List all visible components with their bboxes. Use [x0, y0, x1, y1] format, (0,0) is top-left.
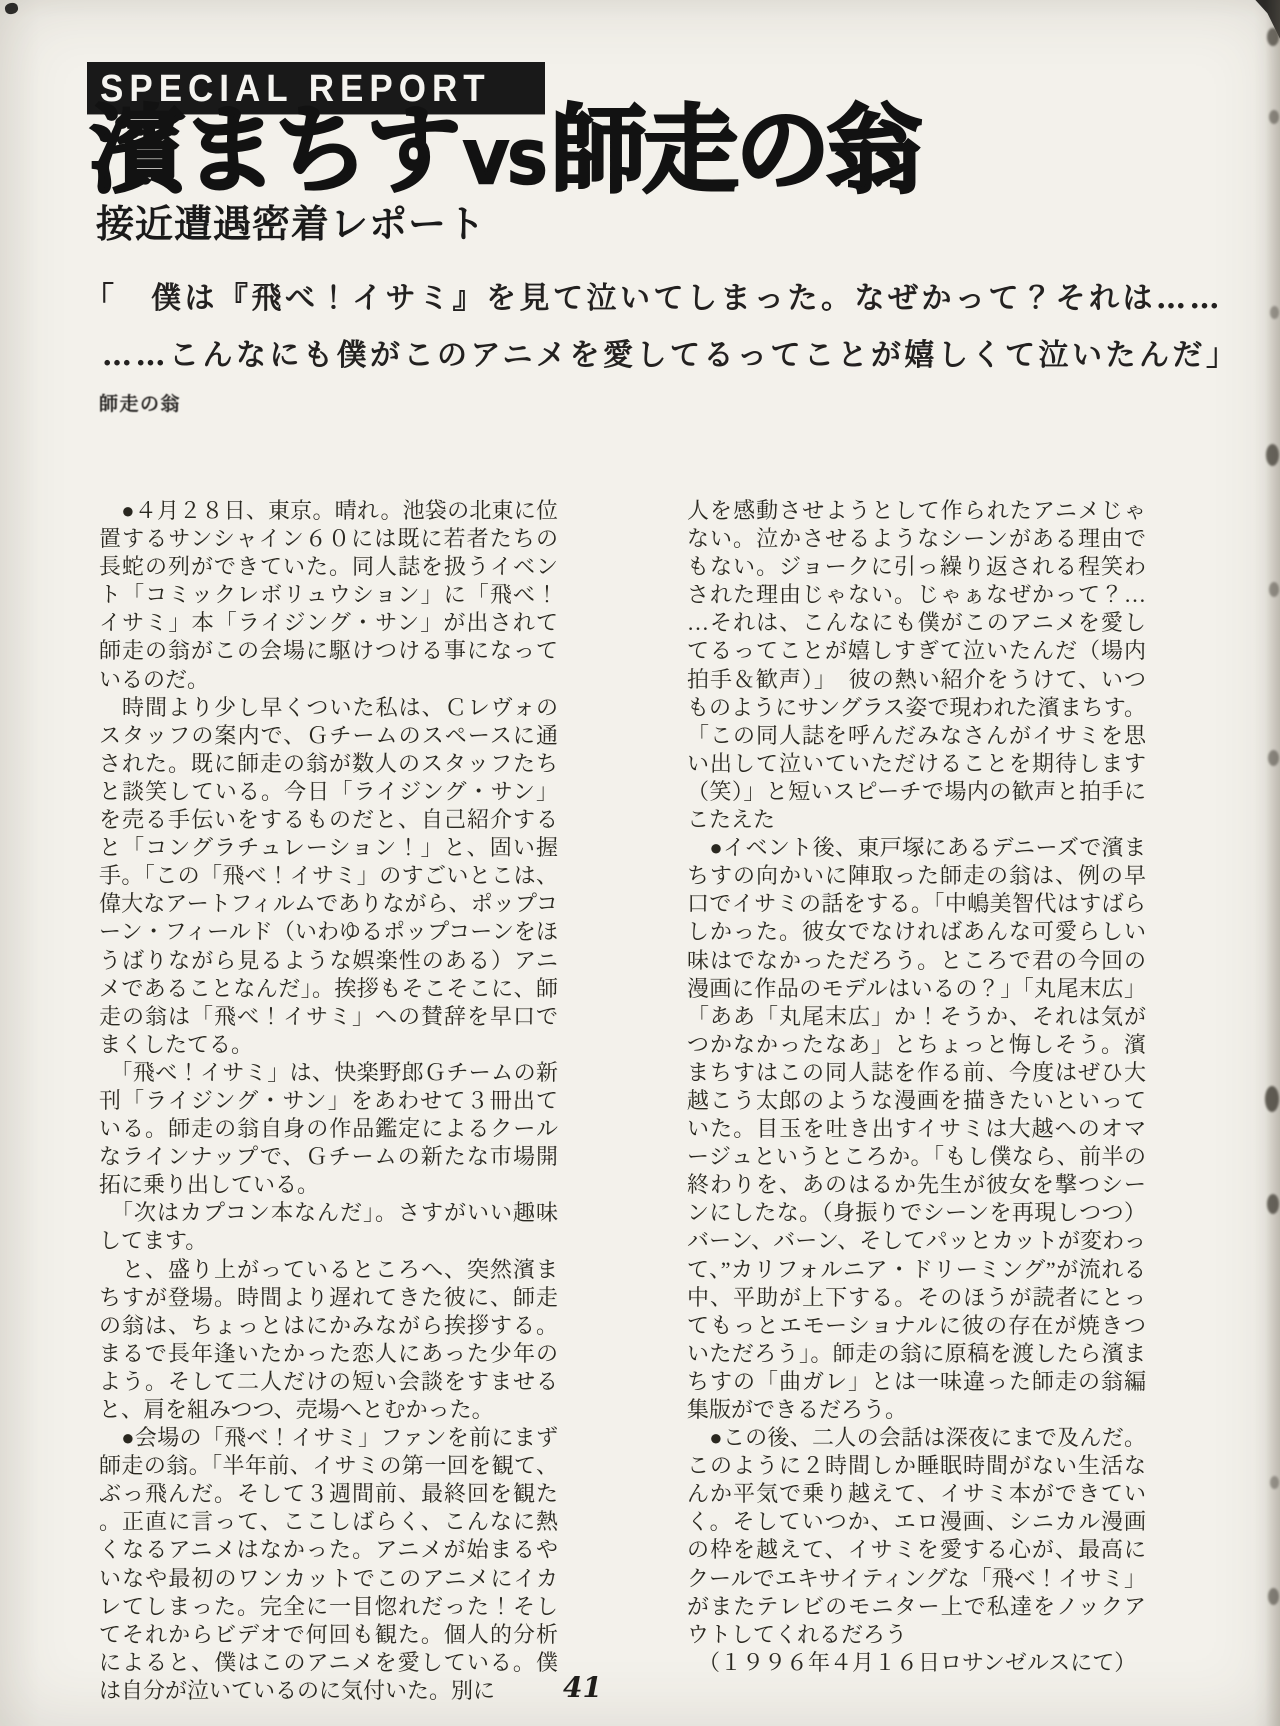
- scan-smudge: [1266, 444, 1279, 466]
- body-column-left: [99, 497, 558, 1711]
- paragraph: 「次はカプコン本なんだ」。さすがいい趣味してます。: [99, 1200, 558, 1254]
- scan-binding-shadow: [1265, 0, 1280, 1726]
- pull-quote-line-2: ……こんなにも僕がこのアニメを愛してるってことが嬉しくて泣いたんだ」: [102, 338, 1240, 373]
- body-column-right: [687, 497, 1146, 1711]
- article-subtitle: 接近遭遇密着レポート: [96, 202, 487, 246]
- pull-quote-line-1: 「 僕は『飛べ！イサミ』を見て泣いてしまった。なぜかって？それは……: [84, 281, 1223, 316]
- scan-mark-top-right: [1250, 0, 1280, 44]
- scan-smudge: [1267, 1194, 1279, 1214]
- scan-smudge: [1268, 750, 1279, 766]
- paragraph: ●会場の「飛べ！イサミ」ファンを前にまず師走の翁。「半年前、イサミの第一回を観て、ぶっ飛んだ。そして３週間前、最終回を観た。正直に言って、ここしばらく、こんなに熱くなるアニメはなかった。アニメが始まるやいなや最初のワンカットでこのアニメにイカレてしまった。完全に一目惚れだった！そしてそれからビデオで何回も観た。個人的分析によると、僕はこのアニメを愛している。僕は自分が泣いているのに気付いた。別に: [99, 1425, 558, 1703]
- paragraph: 「飛べ！イサミ」は、快楽野郎Ｇチームの新刊「ライジング・サン」をあわせて３冊出ている。師走の翁自身の作品鑑定によるクールなラインナップで、Ｇチームの新たな市場開拓に乗り出している。: [99, 1059, 558, 1198]
- kicker-label: SPECIAL REPORT: [100, 66, 491, 110]
- paragraph: ●この後、二人の会話は深夜にまで及んだ。このように２時間しか睡眠時間がない生活なんか平気で乗り越えて、イサミ本ができていく。そしていつか、エロ漫画、シニカル漫画の枠を越えて、イサミを愛する心が、最高にクールでエキサイティングな「飛べ！イサミ」がまたテレビのモニター上で私達をノックアウトしてくれるだろう: [687, 1425, 1146, 1647]
- scan-smudge: [1268, 1588, 1279, 1605]
- paragraph: （１９９６年４月１６日ロサンゼルスにて）: [687, 1649, 1137, 1675]
- article-title: [90, 98, 919, 204]
- scan-smudge: [1270, 1476, 1279, 1489]
- scan-smudge: [1269, 110, 1279, 124]
- scan-smudge: [1269, 582, 1279, 597]
- paragraph: ●４月２８日、東京。晴れ。池袋の北東に位置するサンシャイン６０には既に若者たちの長蛇の列ができていた。同人誌を扱うイベント「コミックレボリュウション」に「飛べ！イサミ」本「ライジング・サン」が出されて師走の翁がこの会場に駆けつける事になっているのだ。: [99, 498, 558, 692]
- title-name-left: 濱まちす: [90, 96, 459, 206]
- paragraph: と、盛り上がっているところへ、突然濱まちすが登場。時間より遅れてきた彼に、師走の翁は、ちょっとはにかみながら挨拶する。まるで長年逢いたかった恋人にあった少年のよう。そして二人だけの短い会談をすませると、肩を組みつつ、売場へとむかった。: [99, 1256, 558, 1422]
- paragraph: ●イベント後、東戸塚にあるデニーズで濱まちすの向かいに陣取った師走の翁は、例の早口でイサミの話をする。「中嶋美智代はすばらしかった。彼女でなければあんな可愛らしい味はでなかっただろう。ところで君の今回の漫画に作品のモデルはいるの？」「丸尾末広」「ああ「丸尾末広」か！そうか、それは気がつかなかったなあ」とちょっと悔しそう。濱まちすはこの同人誌を作る前、今度はぜひ大越こう太郎のような漫画を描きたいといっていた。目玉を吐き出すイサミは大越へのオマージュというところか。「もし僕なら、前半の終わりを、あのはるか先生が彼女を撃つシーンにしたな。（身振りでシーンを再現しつつ）バーン、バーン、そしてパッとカットが変わって、”カリフォルニア・ドリーミング”が流れる中、平助が上下する。そのほうが読者にとってもっとエモーショナルに彼の存在が焼きついただろう」。師走の翁に原稿を渡したら濱まちすの「曲ガレ」とは一味違った師走の翁編集版ができるだろう。: [687, 835, 1146, 1422]
- scan-smudge: [1267, 28, 1279, 46]
- scan-mark-top-left: [4, 2, 19, 15]
- title-name-right: 師走の翁: [551, 96, 920, 206]
- paragraph: 時間より少し早くついた私は、Ｃレヴォのスタッフの案内で、Ｇチームのスペースに通された。既に師走の翁が数人のスタッフたちと談笑している。今日「ライジング・サン」を売る手伝いをするものだと、自己紹介すると「コングラチュレーション！」と、固い握手。「この「飛べ！イサミ」のすごいとこは、偉大なアートフィルムでありながら、ポップコーン・フィールド（いわゆるポップコーンをほうばりながら見るような娯楽性のある）アニメであることなんだ」。挨拶もそこそこに、師走の翁は「飛べ！イサミ」への賛辞を早口でまくしたてる。: [99, 694, 558, 1057]
- scan-smudge: [1265, 1086, 1279, 1112]
- paragraph: 人を感動させようとして作られたアニメじゃない。泣かさせるようなシーンがある理由でもない。ジョークに引っ繰り返される程笑わされた理由じゃない。じゃぁなぜかって？……それは、こんなにも僕がこのアニメを愛してるってことが嬉しすぎて泣いたんだ（場内拍手＆歓声）」 彼の熱い紹介をうけて、いつものようにサングラス姿で現われた濱まちす。「この同人誌を呼んだみなさんがイサミを思い出して泣いていただけることを期待します（笑）」と短いスピーチで場内の歓声と拍手にこたえた: [687, 498, 1146, 833]
- scan-smudge: [1270, 306, 1279, 319]
- page-number: 41: [563, 1671, 602, 1704]
- pull-quote-attribution: 師走の翁: [99, 393, 182, 415]
- title-vs-label: VS: [464, 131, 548, 197]
